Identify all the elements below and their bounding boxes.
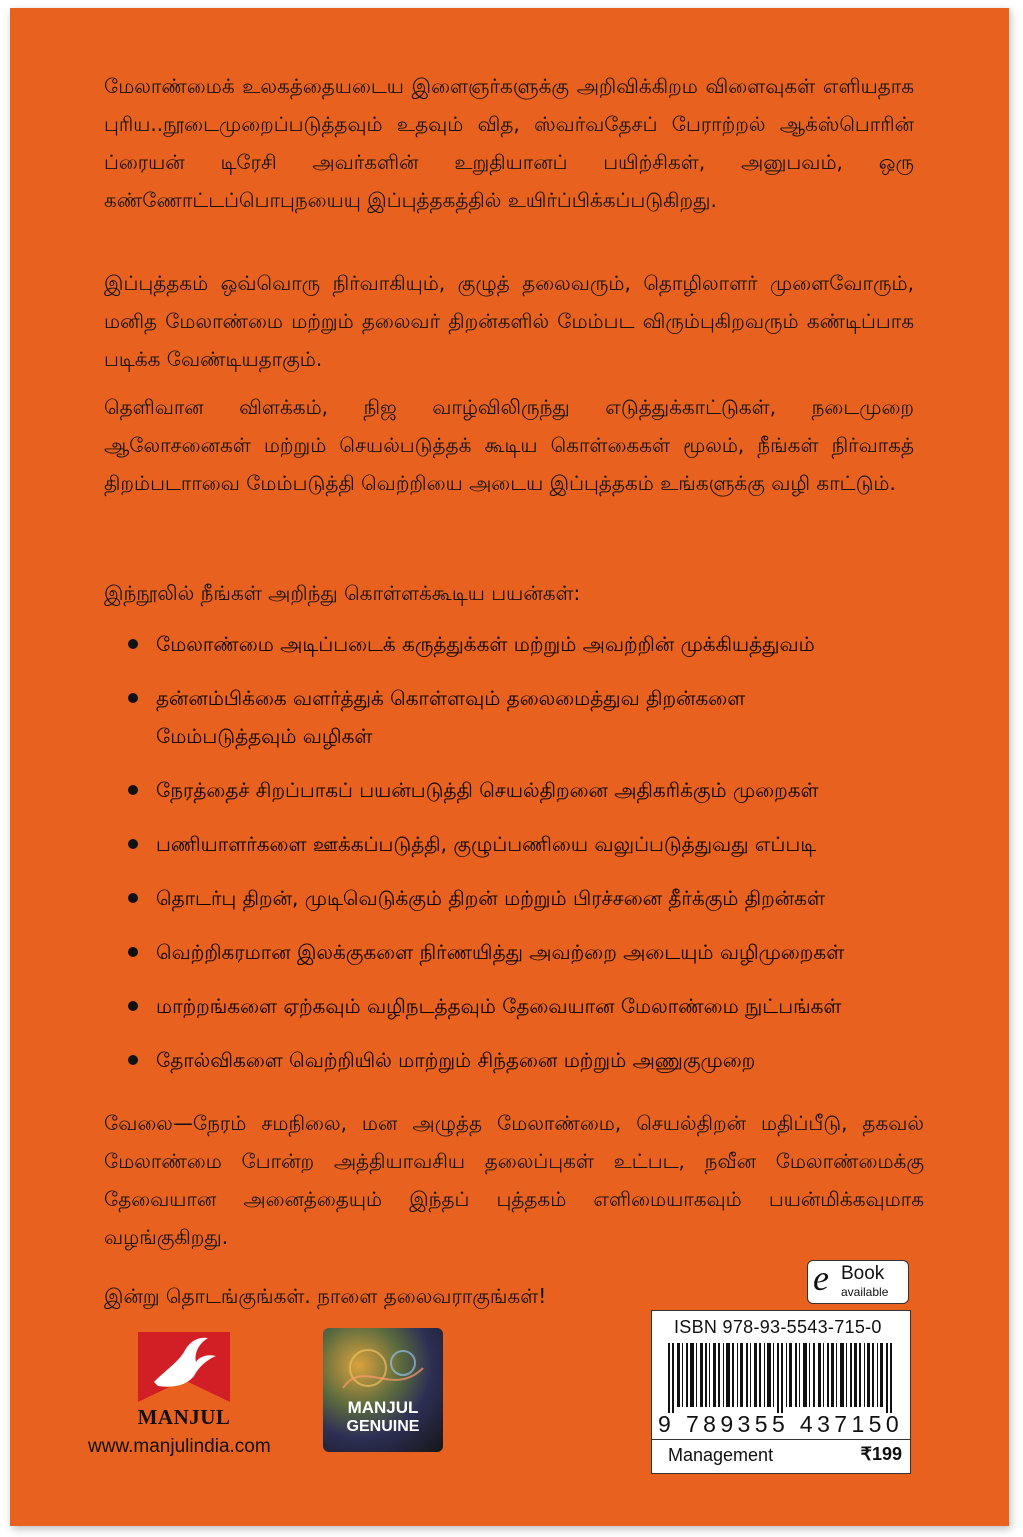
benefit-item: வெற்றிகரமான இலக்குகளை நிர்ணயித்து அவற்றை அடையும் வழிமுறைகள் bbox=[120, 933, 920, 971]
ebook-available-badge bbox=[807, 1260, 909, 1304]
isbn-number: ISBN 978-93-5543-715-0 bbox=[674, 1317, 882, 1337]
benefits-list bbox=[120, 625, 920, 1095]
benefit-item: நேரத்தைச் சிறப்பாகப் பயன்படுத்தி செயல்திறனை அதிகரிக்கும் முறைகள் bbox=[120, 771, 920, 809]
publisher-name: MANJUL bbox=[137, 1405, 231, 1429]
benefit-item: பணியாளர்களை ஊக்கப்படுத்தி, குழுப்பணியை வலுப்படுத்துவது எப்படி bbox=[120, 825, 920, 863]
hologram-line-2: GENUINE bbox=[346, 1418, 420, 1435]
benefit-item: தொடர்பு திறன், முடிவெடுக்கும் திறன் மற்றும் பிரச்சனை தீர்க்கும் திறன்கள் bbox=[120, 879, 920, 917]
isbn-divider bbox=[652, 1439, 910, 1440]
ebook-available-label: available bbox=[841, 1285, 889, 1299]
book-price: ₹199 bbox=[860, 1444, 902, 1464]
isbn-panel bbox=[651, 1310, 911, 1474]
genuine-hologram-sticker bbox=[323, 1328, 443, 1452]
benefit-item: மாற்றங்களை ஏற்கவும் வழிநடத்தவும் தேவையான மேலாண்மை நுட்பங்கள் bbox=[120, 987, 920, 1025]
ebook-book-label: Book bbox=[841, 1263, 885, 1284]
description-paragraph-4: வேலை—நேரம் சமநிலை, மன அழுத்த மேலாண்மை, செயல்திறன் மதிப்பீடு, தகவல் மேலாண்மை போன்ற அத்தியாவசிய தலைப்புகள் உட்பட, நவீன மேலாண்மைக்கு தேவையான அனைத்தையும் இந்தப் புத்தகம் எளிமையாகவும் பயன்மிக்கவுமாக வழங்குகிறது. bbox=[104, 1111, 924, 1249]
barcode-digits: 9 789355 437150 bbox=[658, 1411, 904, 1437]
publisher-website: www.manjulindia.com bbox=[88, 1436, 271, 1457]
tagline: இன்று தொடங்குங்கள். நாளை தலைவராகுங்கள்! bbox=[104, 1284, 547, 1308]
book-category: Management bbox=[668, 1445, 774, 1465]
description-paragraph-3: தெளிவான விளக்கம், நிஜ வாழ்விலிருந்து எடுத்துக்காட்டுகள், நடைமுறை ஆலோசனைகள் மற்றும் செயல்படுத்தக் கூடிய கொள்கைகள் மூலம், நீங்கள் நிர்வாகத் திறம்படாாவை மேம்படுத்தி வெற்றியை அடைய இப்புத்தகம் உங்களுக்கு வழி காட்டும். bbox=[104, 395, 914, 495]
barcode bbox=[668, 1343, 894, 1413]
description-paragraph-2: இப்புத்தகம் ஒவ்வொரு நிர்வாகியும், குழுத் தலைவரும், தொழிலாளர் முளைவோரும், மனித மேலாண்மை மற்றும் தலைவர் திறன்களில் மேம்பட விரும்புகிறவரும் கண்டிப்பாக படிக்க வேண்டியதாகும். bbox=[104, 271, 914, 371]
benefits-heading: இந்நூலில் நீங்கள் அறிந்து கொள்ளக்கூடிய பயன்கள்: bbox=[104, 581, 581, 605]
hologram-line-1: MANJUL bbox=[347, 1398, 419, 1417]
benefit-item: தன்னம்பிக்கை வளர்த்துக் கொள்ளவும் தலைமைத்துவ திறன்களை மேம்படுத்தவும் வழிகள் bbox=[120, 679, 920, 755]
benefit-item: மேலாண்மை அடிப்படைக் கருத்துக்கள் மற்றும் அவற்றின் முக்கியத்துவம் bbox=[120, 625, 920, 663]
ebook-e-letter: e bbox=[813, 1258, 829, 1298]
benefit-item: தோல்விகளை வெற்றியில் மாற்றும் சிந்தனை மற்றும் அணுகுமுறை bbox=[120, 1041, 920, 1079]
description-paragraph-1: மேலாண்மைக் உலகத்தையடைய இளைஞர்களுக்கு அறிவிக்கிறம விளைவுகள் எளியதாக புரிய..நூடைமுறைப்படுத்தவும் உதவும் வித, ஸ்வர்வதேசப் பேராற்றல் ஆக்ஸ்பொரின் ப்ரையன் டிரேசி அவர்களின் உறுதியானப் பயிற்சிகள், அனுபவம், ஒரு கண்ணோட்டப்பொபுநயையு இப்புத்தகத்தில் உயிர்ப்பிக்கப்படுகிறது. bbox=[104, 74, 914, 212]
